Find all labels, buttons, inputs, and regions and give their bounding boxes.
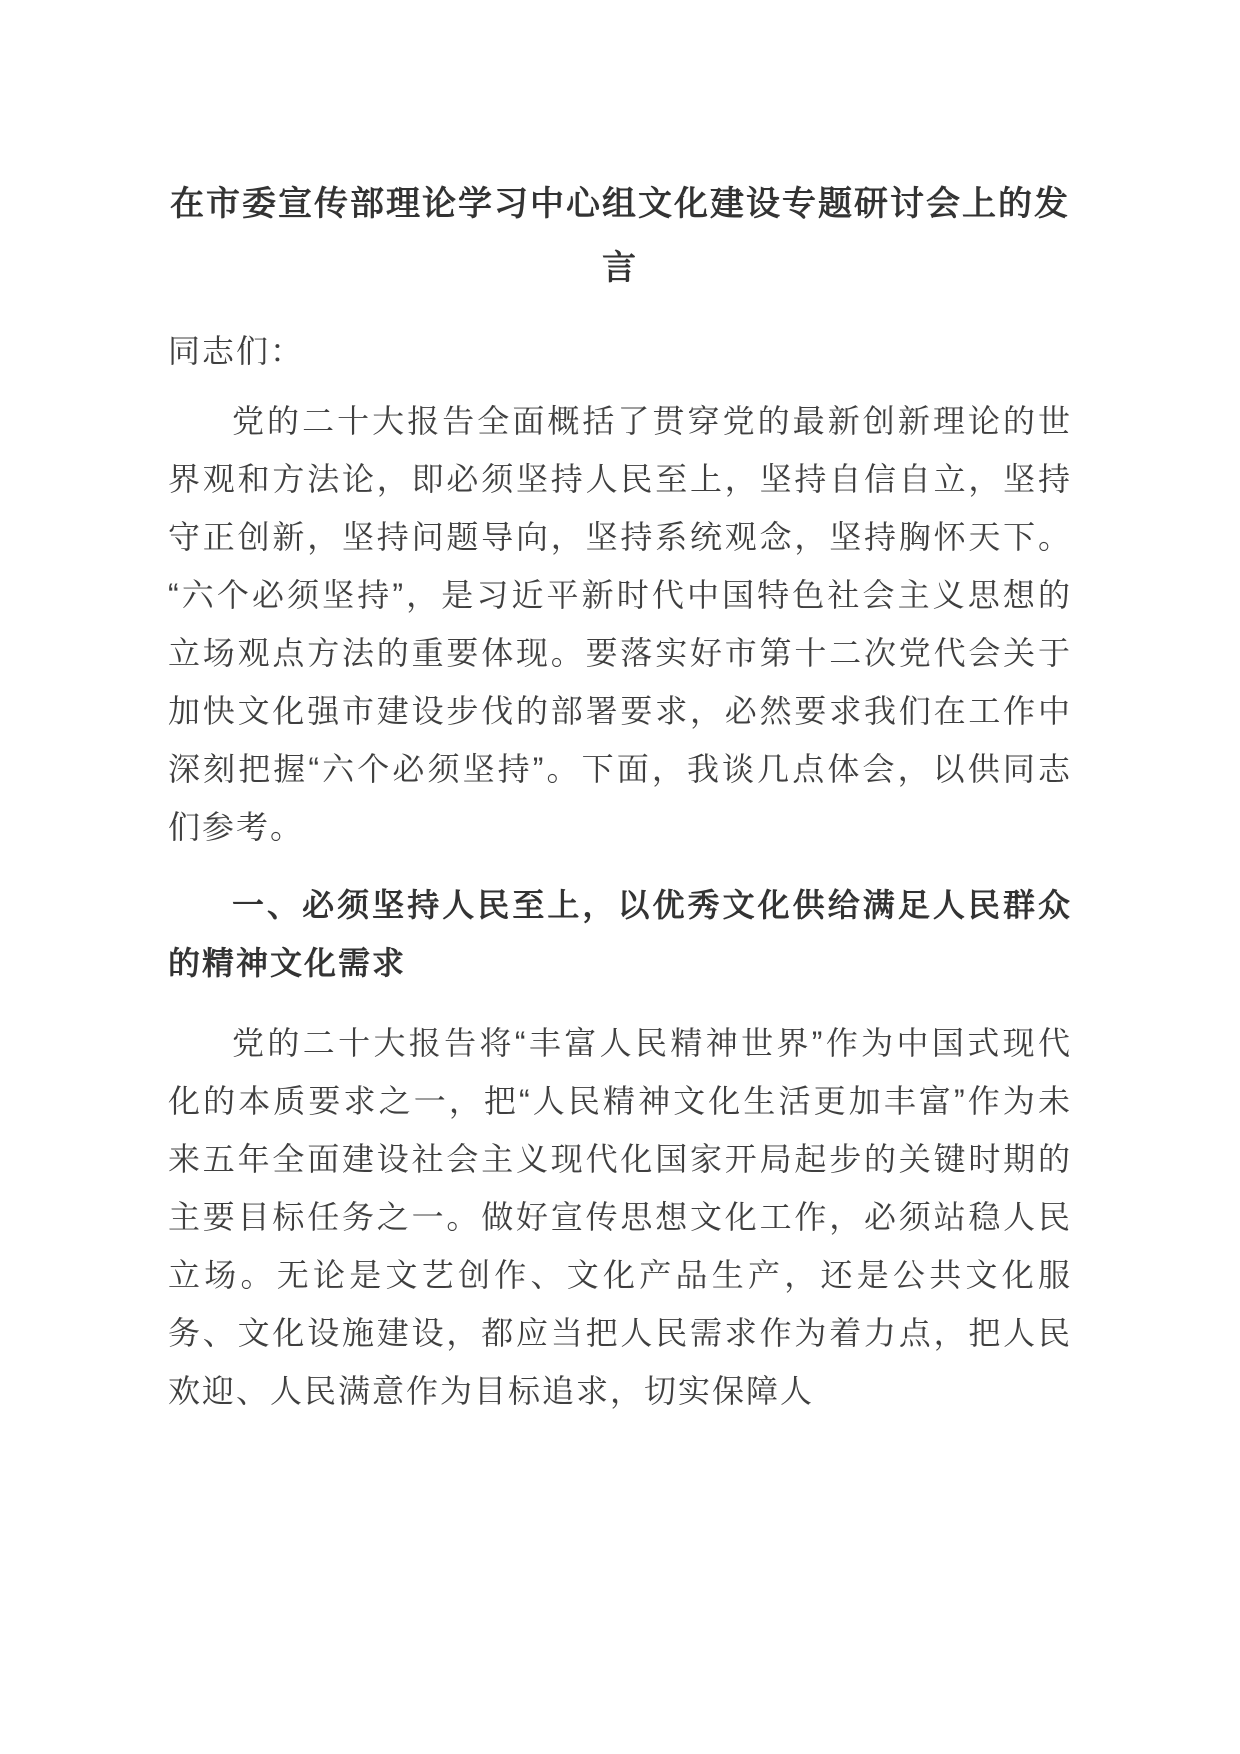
salutation: 同志们： xyxy=(168,333,305,369)
section-1-heading: 一、必须坚持人民至上，以优秀文化供给满足人民群众的精神文化需求 xyxy=(168,887,1072,981)
section-1-paragraph: 党的二十大报告将“丰富人民精神世界”作为中国式现代化的本质要求之一，把“人民精神文化生活更加丰富”作为未来五年全面建设社会主义现代化国家开局起步的关键时期的主要目标任务之一。做好宣传思想文化工作，必须站稳人民立场。无论是文艺创作、文化产品生产，还是公共文化服务、文化设施建设，都应当把人民需求作为着力点，把人民欢迎、人民满意作为目标追求，切实保障人 xyxy=(168,1025,1072,1409)
document-title: 在市委宣传部理论学习中心组文化建设专题研讨会上的发言 xyxy=(170,185,1070,287)
intro-paragraph: 党的二十大报告全面概括了贯穿党的最新创新理论的世界观和方法论，即必须坚持人民至上，坚持自信自立，坚持守正创新，坚持问题导向，坚持系统观念，坚持胸怀天下。“六个必须坚持”，是习近平新时代中国特色社会主义思想的立场观点方法的重要体现。要落实好市第十二次党代会关于加快文化强市建设步伐的部署要求，必然要求我们在工作中深刻把握“六个必须坚持”。下面，我谈几点体会，以供同志们参考。 xyxy=(168,403,1072,845)
